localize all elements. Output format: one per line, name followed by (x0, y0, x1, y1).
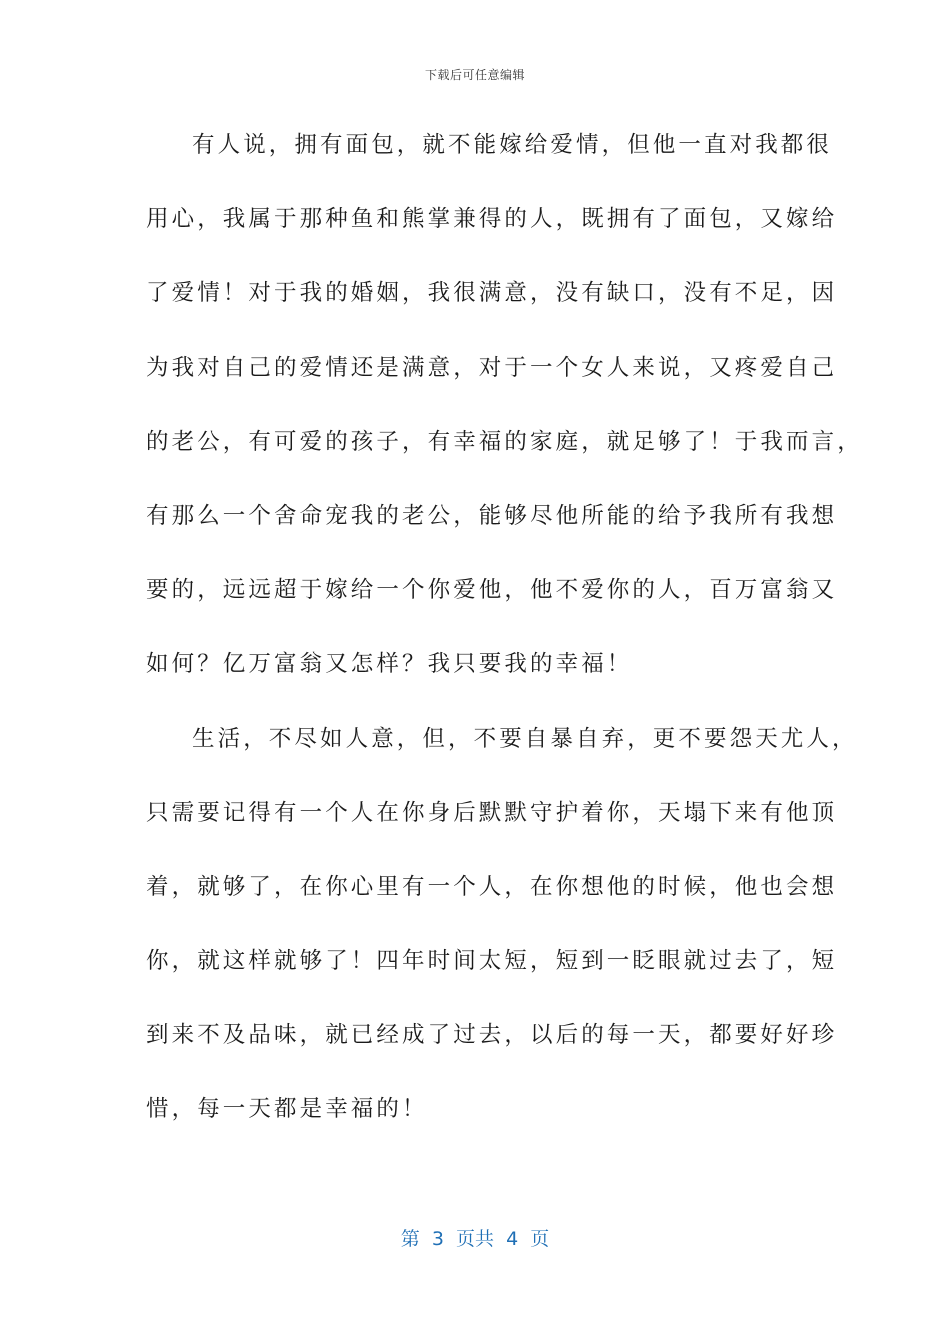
paragraph-2-line-4: 你，就这样就够了！四年时间太短，短到一眨眼就过去了，短 (146, 948, 838, 975)
paragraph-1-line-2: 用心，我属于那种鱼和熊掌兼得的人，既拥有了面包，又嫁给 (146, 206, 838, 233)
paragraph-1-line-5: 的老公，有可爱的孩子，有幸福的家庭，就足够了！于我而言， (146, 428, 863, 455)
paragraph-2-line-5: 到来不及品味，就已经成了过去，以后的每一天，都要好好珍 (146, 1022, 838, 1049)
paragraph-1-line-7: 要的，远远超于嫁给一个你爱他，他不爱你的人，百万富翁又 (146, 577, 838, 604)
download-editable-note: 下载后可任意编辑 (424, 68, 525, 82)
paragraph-1-line-4: 为我对自己的爱情还是满意，对于一个女人来说，又疼爱自己 (146, 354, 838, 381)
paragraph-2-line-3: 着，就够了，在你心里有一个人，在你想他的时候，他也会想 (146, 873, 838, 900)
paragraph-2-line-6: 惜，每一天都是幸福的！ (146, 1096, 428, 1123)
page-number: 第 3 页共 4 页 (400, 1228, 550, 1250)
paragraph-2-line-1: 生活，不尽如人意，但，不要自暴自弃，更不要怨天尤人， (192, 725, 858, 752)
paragraph-1-line-1: 有人说，拥有面包，就不能嫁给爱情，但他一直对我都很 (192, 132, 833, 158)
paragraph-1-line-6: 有那么一个舍命宠我的老公，能够尽他所能的给予我所有我想 (146, 502, 838, 529)
paragraph-2-line-2: 只需要记得有一个人在你身后默默守护着你，天塌下来有他顶 (146, 799, 838, 826)
document-body (146, 118, 863, 1157)
paragraph-1-line-3: 了爱情！对于我的婚姻，我很满意，没有缺口，没有不足，因 (146, 280, 838, 307)
paragraph-1-line-8: 如何？亿万富翁又怎样？我只要我的幸福！ (146, 651, 633, 678)
